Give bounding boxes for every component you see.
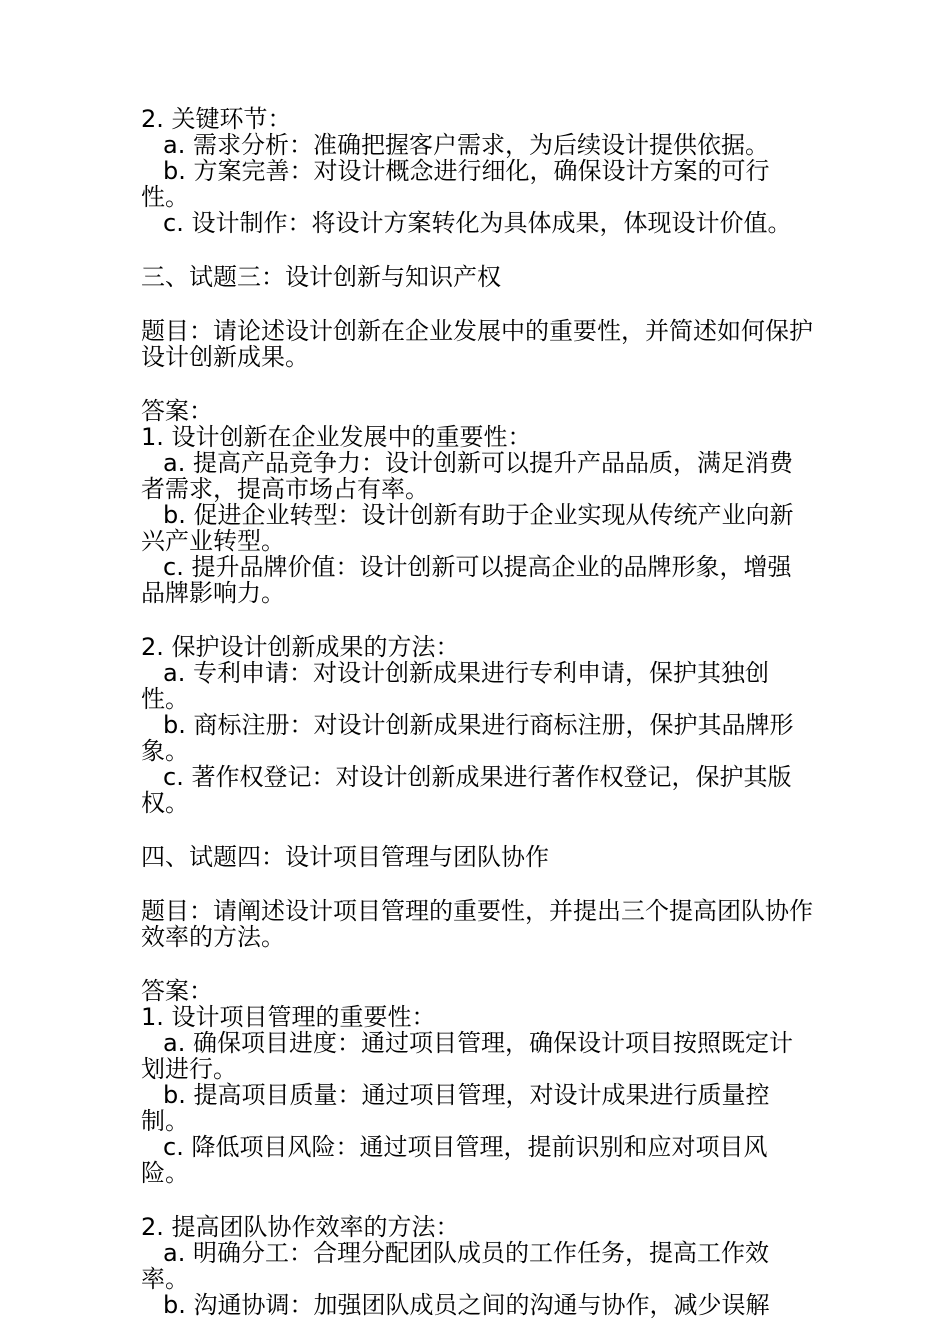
- question-4-title-block: [141, 844, 813, 870]
- answer-label: 答案：: [141, 397, 213, 425]
- list-item: b. 提高项目质量：通过项目管理，对设计成果进行质量控制。: [141, 1081, 770, 1135]
- list-item: a. 专利申请：对设计创新成果进行专利申请，保护其独创性。: [141, 659, 769, 713]
- question-4-prompt-block: [141, 898, 813, 950]
- answer-subheading: 1. 设计创新在企业发展中的重要性：: [141, 423, 532, 451]
- list-item: a. 提高产品竞争力：设计创新可以提升产品品质，满足消费者需求，提高市场占有率。: [141, 449, 793, 503]
- answer-subheading: 2. 保护设计创新成果的方法：: [141, 633, 460, 661]
- list-item: c. 降低项目风险：通过项目管理，提前识别和应对项目风险。: [141, 1133, 768, 1187]
- question-4-answer-part1: [141, 978, 813, 1186]
- question-3-answer-part2: [141, 634, 813, 816]
- section-heading: 2. 关键环节：: [141, 105, 292, 133]
- question-3-title-block: [141, 264, 813, 290]
- question-title: 四、试题四：设计项目管理与团队协作: [141, 843, 549, 871]
- list-item: b. 商标注册：对设计创新成果进行商标注册，保护其品牌形象。: [141, 711, 794, 765]
- list-item: b. 沟通协调：加强团队成员之间的沟通与协作，减少误解: [163, 1291, 770, 1319]
- answer-subheading: 2. 提高团队协作效率的方法：: [141, 1213, 460, 1241]
- list-item: c. 著作权登记：对设计创新成果进行著作权登记，保护其版权。: [141, 763, 792, 817]
- answer-label: 答案：: [141, 977, 213, 1005]
- question-prompt: 题目：请论述设计创新在企业发展中的重要性，并简述如何保护设计创新成果。: [141, 317, 813, 371]
- list-item: c. 提升品牌价值：设计创新可以提高企业的品牌形象，增强品牌影响力。: [141, 553, 792, 607]
- answer-subheading: 1. 设计项目管理的重要性：: [141, 1003, 436, 1031]
- key-steps-section: [141, 106, 813, 236]
- list-item: b. 方案完善：对设计概念进行细化，确保设计方案的可行性。: [141, 157, 770, 211]
- document-body: [141, 106, 813, 1318]
- list-item: a. 明确分工：合理分配团队成员的工作任务，提高工作效率。: [141, 1239, 769, 1293]
- list-item: c. 设计制作：将设计方案转化为具体成果，体现设计价值。: [163, 209, 792, 237]
- list-item: a. 需求分析：准确把握客户需求，为后续设计提供依据。: [163, 131, 769, 159]
- question-3-prompt-block: [141, 318, 813, 370]
- question-3-answer-part1: [141, 398, 813, 606]
- list-item: a. 确保项目进度：通过项目管理，确保设计项目按照既定计划进行。: [141, 1029, 793, 1083]
- question-prompt: 题目：请阐述设计项目管理的重要性，并提出三个提高团队协作效率的方法。: [141, 897, 813, 951]
- list-item: b. 促进企业转型：设计创新有助于企业实现从传统产业向新兴产业转型。: [141, 501, 794, 555]
- question-title: 三、试题三：设计创新与知识产权: [141, 263, 501, 291]
